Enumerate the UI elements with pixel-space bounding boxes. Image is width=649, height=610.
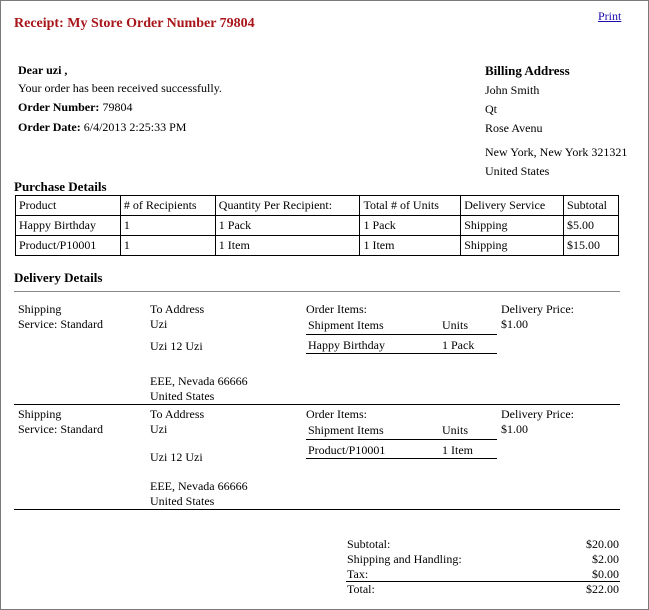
item-name: Happy Birthday	[308, 338, 385, 352]
shipment-items-header	[306, 318, 497, 334]
total-label: Total:	[347, 582, 375, 596]
to-country: United States	[150, 389, 215, 403]
print-link[interactable]: Print	[598, 9, 622, 23]
billing-line2: Qt	[485, 102, 497, 116]
delivery-heading: Delivery Details	[14, 270, 103, 285]
table-cell: Shipping	[461, 216, 564, 236]
divider	[14, 404, 620, 405]
order-items-label: Order Items:	[306, 302, 367, 316]
column-header: Total # of Units	[360, 196, 461, 216]
table-cell: $5.00	[564, 216, 619, 236]
delivery-price: $1.00	[501, 422, 528, 436]
order-number	[18, 100, 132, 115]
order-date	[18, 120, 186, 135]
column-header: Shipment Items	[308, 318, 384, 332]
column-header: Delivery Service	[461, 196, 564, 216]
purchase-table	[15, 195, 619, 256]
shipment-items-table	[306, 318, 497, 354]
table-cell: 1 Item	[215, 236, 360, 256]
total-value: $22.00	[586, 582, 619, 596]
table-row	[16, 236, 619, 256]
to-name: Uzi	[150, 422, 168, 436]
to-address-label: To Address	[150, 302, 205, 316]
shipment-service: Service: Standard	[18, 317, 103, 331]
item-units: 1 Item	[442, 443, 473, 457]
item-name: Product/P10001	[308, 443, 386, 457]
to-country: United States	[150, 494, 215, 508]
tax-value: $0.00	[592, 567, 619, 581]
column-header: Product	[16, 196, 121, 216]
page-title: Receipt: My Store Order Number 79804	[14, 16, 255, 31]
column-header: Shipment Items	[308, 423, 384, 437]
list-item	[306, 338, 497, 354]
table-header-row	[16, 196, 619, 216]
subtotal-label: Subtotal:	[347, 537, 391, 551]
divider	[14, 509, 620, 510]
divider	[14, 291, 620, 292]
billing-heading: Billing Address	[485, 63, 570, 78]
table-cell: 1	[120, 216, 215, 236]
list-item	[306, 443, 497, 459]
to-street: Uzi 12 Uzi	[150, 339, 203, 353]
table-cell: 1 Pack	[360, 216, 461, 236]
order-number-label: Order Number:	[18, 100, 100, 114]
billing-city: New York, New York 321321	[485, 145, 628, 159]
billing-street: Rose Avenu	[485, 121, 543, 135]
shipment-items-table	[306, 423, 497, 459]
column-header: Units	[442, 318, 469, 332]
to-city: EEE, Nevada 66666	[150, 374, 248, 388]
column-header: Subtotal	[564, 196, 619, 216]
delivery-price-label: Delivery Price:	[501, 302, 574, 316]
table-cell: Happy Birthday	[16, 216, 121, 236]
delivery-price: $1.00	[501, 317, 528, 331]
order-date-value: 6/4/2013 2:25:33 PM	[83, 120, 187, 134]
billing-name: John Smith	[485, 83, 540, 97]
item-units: 1 Pack	[442, 338, 475, 352]
shipping-label: Shipping and Handling:	[347, 552, 462, 566]
order-items-label: Order Items:	[306, 407, 367, 421]
column-header: Units	[442, 423, 469, 437]
order-number-value: 79804	[102, 100, 133, 114]
shipment-service: Service: Standard	[18, 422, 103, 436]
table-cell: $15.00	[564, 236, 619, 256]
to-city: EEE, Nevada 66666	[150, 479, 248, 493]
delivery-price-label: Delivery Price:	[501, 407, 574, 421]
table-cell: 1 Item	[360, 236, 461, 256]
shipment-items-header	[306, 423, 497, 439]
tax-label: Tax:	[347, 567, 369, 581]
billing-country: United States	[485, 164, 550, 178]
table-cell: 1 Pack	[215, 216, 360, 236]
greeting: Dear uzi ,	[18, 63, 68, 77]
success-message: Your order has been received successfully.	[18, 81, 222, 95]
table-cell: Shipping	[461, 236, 564, 256]
purchase-heading: Purchase Details	[14, 179, 107, 194]
column-header: # of Recipients	[120, 196, 215, 216]
table-cell: Product/P10001	[16, 236, 121, 256]
to-street: Uzi 12 Uzi	[150, 450, 203, 464]
shipment-method: Shipping	[18, 407, 62, 421]
shipment-method: Shipping	[18, 302, 62, 316]
table-row	[16, 216, 619, 236]
divider	[306, 334, 497, 335]
subtotal-value: $20.00	[586, 537, 619, 551]
to-address-label: To Address	[150, 407, 205, 421]
shipping-value: $2.00	[592, 552, 619, 566]
order-date-label: Order Date:	[18, 120, 81, 134]
divider	[306, 439, 497, 440]
table-cell: 1	[120, 236, 215, 256]
column-header: Quantity Per Recipient:	[215, 196, 360, 216]
to-name: Uzi	[150, 317, 168, 331]
